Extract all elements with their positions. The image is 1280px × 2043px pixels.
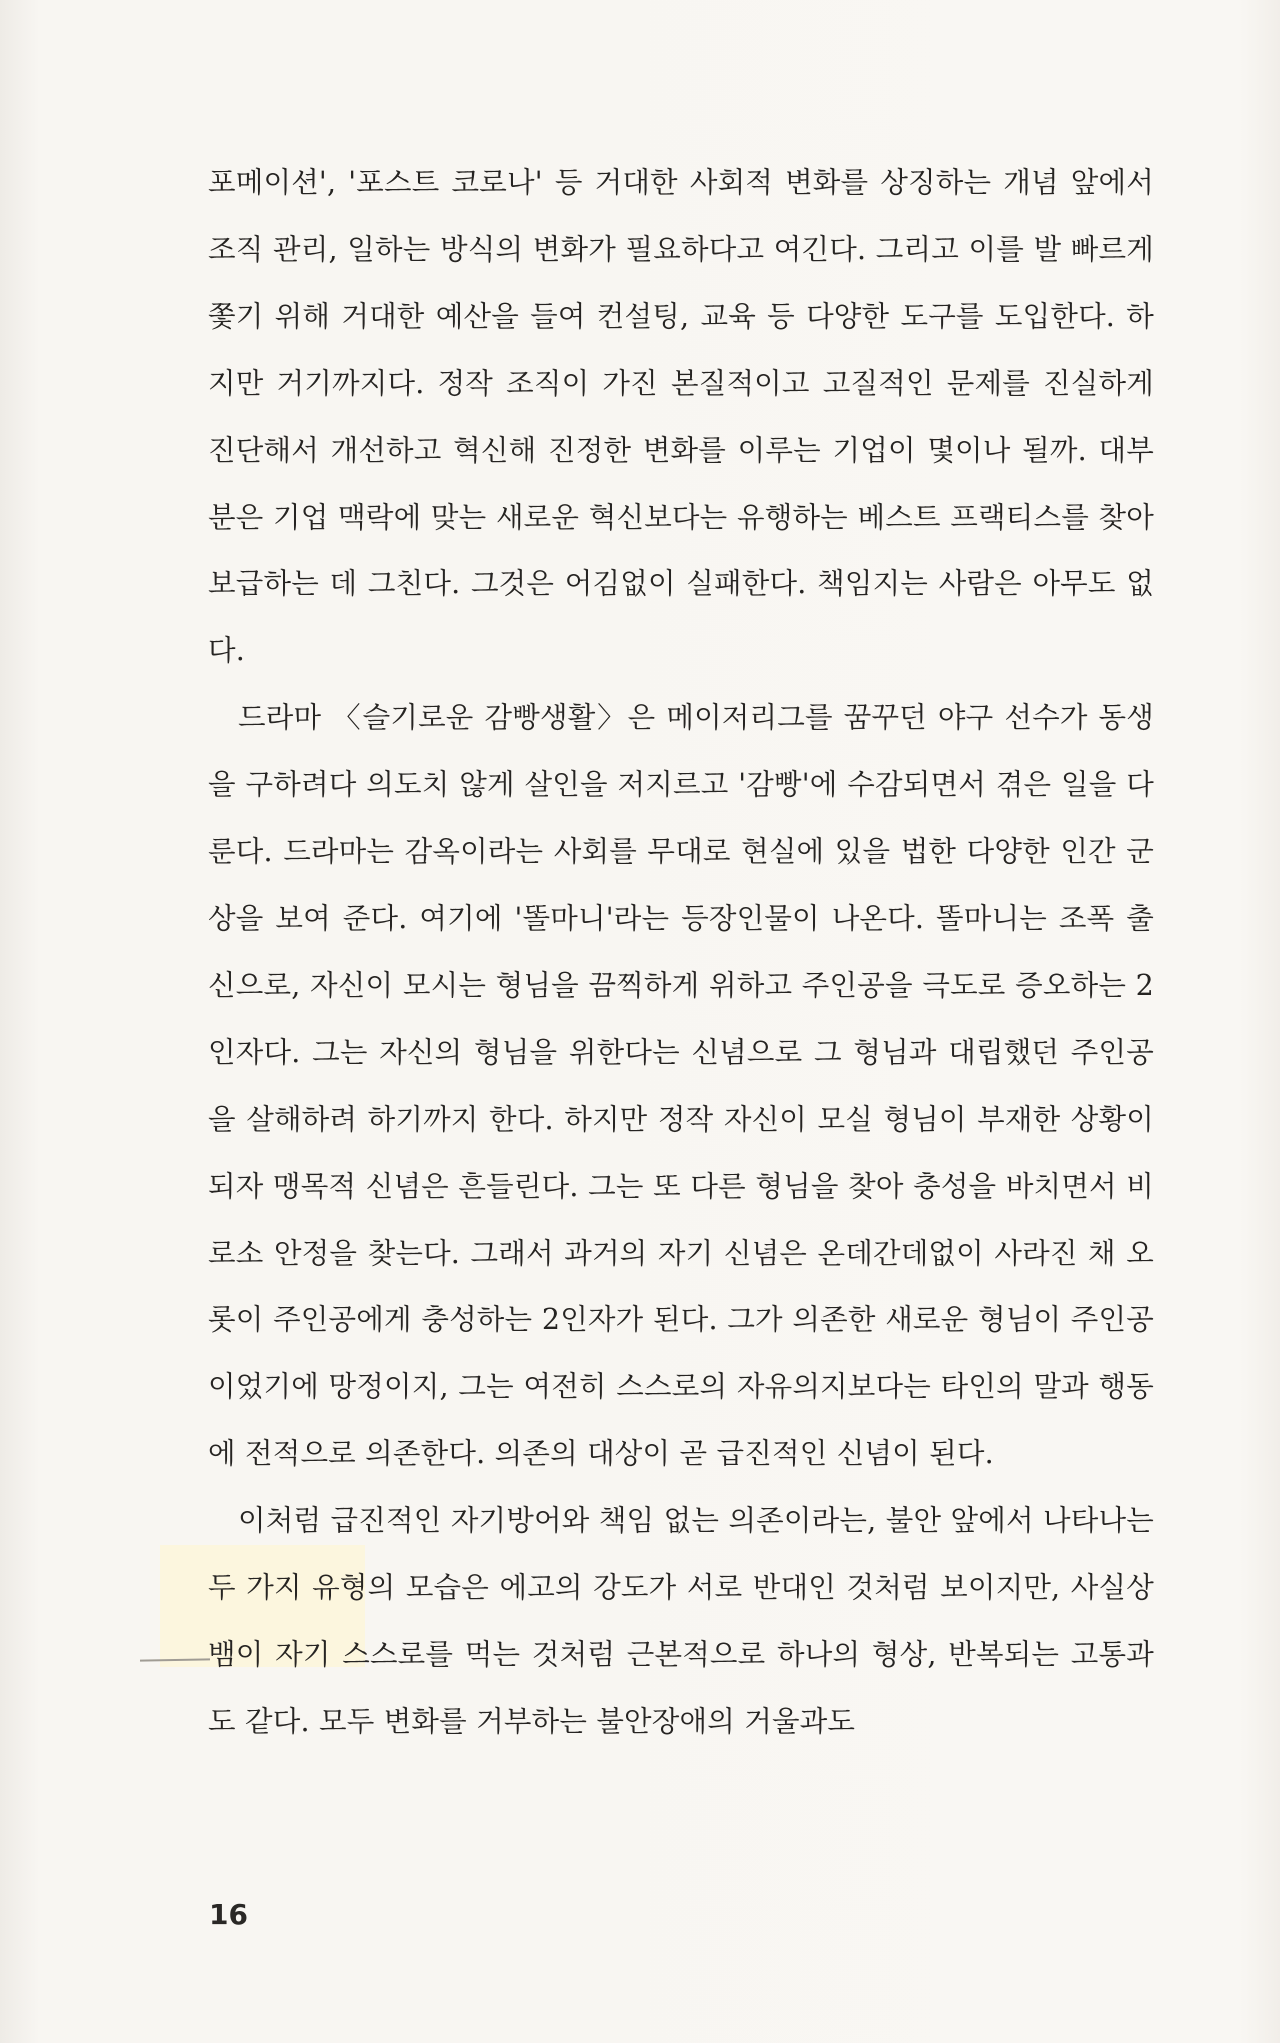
paragraph-3: 이처럼 급진적인 자기방어와 책임 없는 의존이라는, 불안 앞에서 나타나는 두 가지 유형의 모습은 에고의 강도가 서로 반대인 것처럼 보이지만, 사실상 뱀이 자기 스스로를 먹는 것처럼 근본적으로 하나의 형상, 반복되는 고통과도 같다. 모두 변화를 거부하는 불안장애의 거울과도	[208, 1504, 1154, 1738]
paragraph-2: 드라마 〈슬기로운 감빵생활〉은 메이저리그를 꿈꾸던 야구 선수가 동생을 구하려다 의도치 않게 살인을 저지르고 '감빵'에 수감되면서 겪은 일을 다룬다. 드라마는 감옥이라는 사회를 무대로 현실에 있을 법한 다양한 인간 군상을 보여 준다. 여기에 '똘마니'라는 등장인물이 나온다. 똘마니는 조폭 출신으로, 자신이 모시는 형님을 끔찍하게 위하고 주인공을 극도로 증오하는 2인자다. 그는 자신의 형님을 위한다는 신념으로 그 형님과 대립했던 주인공을 살해하려 하기까지 한다. 하지만 정작 자신이 모실 형님이 부재한 상황이 되자 맹목적 신념은 흔들린다. 그는 또 다른 형님을 찾아 충성을 바치면서 비로소 안정을 찾는다. 그래서 과거의 자기 신념은 온데간데없이 사라진 채 오롯이 주인공에게 충성하는 2인자가 된다. 그가 의존한 새로운 형님이 주인공이었기에 망정이지, 그는 여전히 스스로의 자유의지보다는 타인의 말과 행동에 전적으로 의존한다. 의존의 대상이 곧 급진적인 신념이 된다.	[208, 701, 1154, 1471]
body-text	[208, 150, 1154, 1756]
paragraph-1: 포메이션', '포스트 코로나' 등 거대한 사회적 변화를 상징하는 개념 앞에서 조직 관리, 일하는 방식의 변화가 필요하다고 여긴다. 그리고 이를 발 빠르게 쫓기 위해 거대한 예산을 들여 컨설팅, 교육 등 다양한 도구를 도입한다. 하지만 거기까지다. 정작 조직이 가진 본질적이고 고질적인 문제를 진실하게 진단해서 개선하고 혁신해 진정한 변화를 이루는 기업이 몇이나 될까. 대부분은 기업 맥락에 맞는 새로운 혁신보다는 유행하는 베스트 프랙티스를 찾아 보급하는 데 그친다. 그것은 어김없이 실패한다. 책임지는 사람은 아무도 없다.	[208, 166, 1154, 668]
page-number: 16	[209, 1898, 248, 1931]
